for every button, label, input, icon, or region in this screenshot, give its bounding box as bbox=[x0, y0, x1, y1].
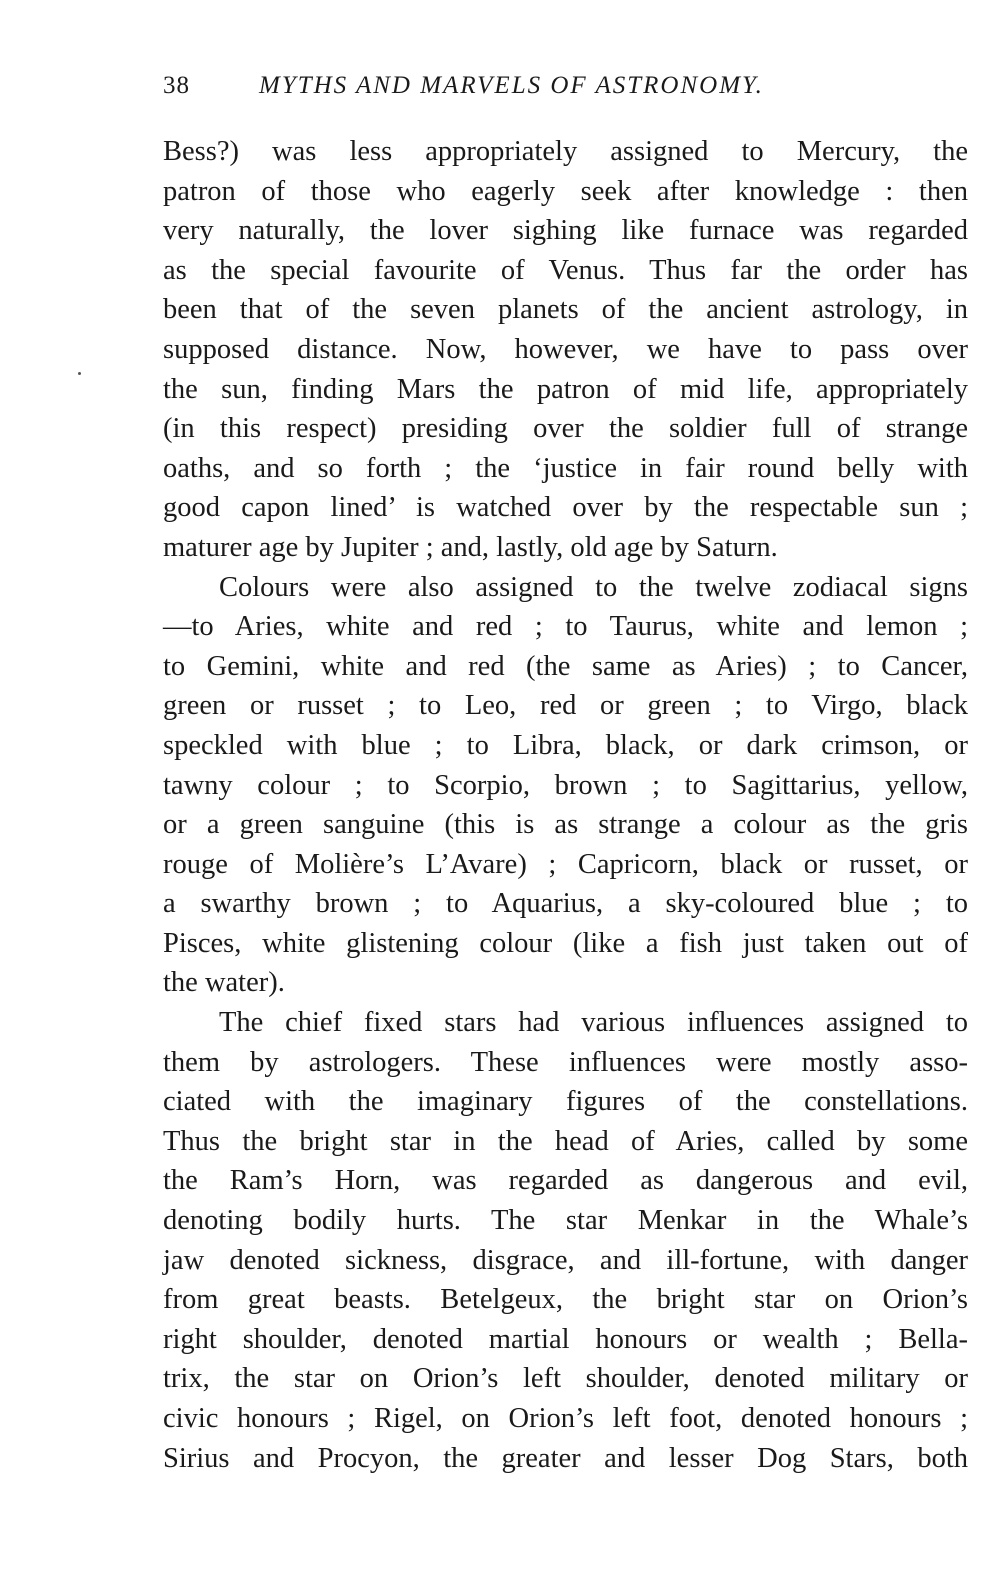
text-line: civic honours ; Rigel, on Orion’s left foot, denoted honours ; bbox=[163, 1403, 968, 1434]
text-line: trix, the star on Orion’s left shoulder, denoted military or bbox=[163, 1363, 968, 1395]
paragraph-planets bbox=[163, 132, 968, 568]
text-line: been that of the seven planets of the ancient astrology, in bbox=[163, 294, 968, 326]
text-line: Pisces, white glistening colour (like a fish just taken out of bbox=[163, 927, 968, 959]
text-line: right shoulder, denoted martial honours or wealth ; Bella- bbox=[163, 1323, 968, 1355]
page-number: 38 bbox=[163, 72, 190, 99]
text-line: to Gemini, white and red (the same as Aries) ; to Cancer, bbox=[163, 650, 968, 682]
text-line: the sun, finding Mars the patron of mid life, appropriately bbox=[163, 373, 968, 405]
text-line: maturer age by Jupiter ; and, lastly, old age by Saturn. bbox=[163, 531, 778, 563]
text-line: (in this respect) presiding over the soldier full of strange bbox=[163, 413, 968, 445]
body-text bbox=[163, 132, 968, 1478]
margin-speck bbox=[78, 372, 81, 375]
text-line: Colours were also assigned to the twelve zodiacal signs bbox=[219, 571, 968, 603]
text-line: a swarthy brown ; to Aquarius, a sky-coloured blue ; to bbox=[163, 888, 968, 920]
text-line: them by astrologers. These influences were mostly asso- bbox=[163, 1046, 968, 1078]
text-line: the water). bbox=[163, 967, 285, 999]
text-line: Sirius and Procyon, the greater and lesser Dog Stars, both bbox=[163, 1442, 968, 1474]
paragraph-fixed-stars bbox=[163, 1003, 968, 1478]
running-head bbox=[163, 72, 968, 106]
text-line: —to Aries, white and red ; to Taurus, white and lemon ; bbox=[163, 611, 968, 643]
text-line: oaths, and so forth ; the ‘justice in fair round belly with bbox=[163, 452, 968, 484]
text-line: ciated with the imaginary figures of the constellations. bbox=[163, 1086, 968, 1118]
text-line: good capon lined’ is watched over by the respectable sun ; bbox=[163, 492, 968, 524]
paragraph-colours bbox=[163, 568, 968, 1004]
text-line: green or russet ; to Leo, red or green ; to Virgo, black bbox=[163, 690, 968, 722]
text-line: very naturally, the lover sighing like furnace was regarded bbox=[163, 215, 968, 247]
text-line: denoting bodily hurts. The star Menkar in the Whale’s bbox=[163, 1205, 968, 1237]
text-line: jaw denoted sickness, disgrace, and ill-fortune, with danger bbox=[163, 1244, 968, 1276]
text-line: the Ram’s Horn, was regarded as dangerous and evil, bbox=[163, 1165, 968, 1197]
text-line: The chief fixed stars had various influences assigned to bbox=[219, 1007, 968, 1039]
text-line: speckled with blue ; to Libra, black, or dark crimson, or bbox=[163, 729, 968, 761]
text-line: patron of those who eagerly seek after knowledge : then bbox=[163, 175, 968, 207]
text-line: Thus the bright star in the head of Aries, called by some bbox=[163, 1125, 968, 1157]
running-title: MYTHS AND MARVELS OF ASTRONOMY. bbox=[259, 72, 764, 99]
text-line: rouge of Molière’s L’Avare) ; Capricorn, black or russet, or bbox=[163, 848, 968, 880]
text-line: Bess?) was less appropriately assigned to Mercury, the bbox=[163, 136, 968, 167]
text-line: from great beasts. Betelgeux, the bright star on Orion’s bbox=[163, 1284, 968, 1316]
text-line: as the special favourite of Venus. Thus far the order has bbox=[163, 254, 968, 286]
text-line: or a green sanguine (this is as strange a colour as the gris bbox=[163, 809, 968, 841]
text-line: supposed distance. Now, however, we have to pass over bbox=[163, 333, 968, 365]
text-line: tawny colour ; to Scorpio, brown ; to Sagittarius, yellow, bbox=[163, 769, 968, 801]
